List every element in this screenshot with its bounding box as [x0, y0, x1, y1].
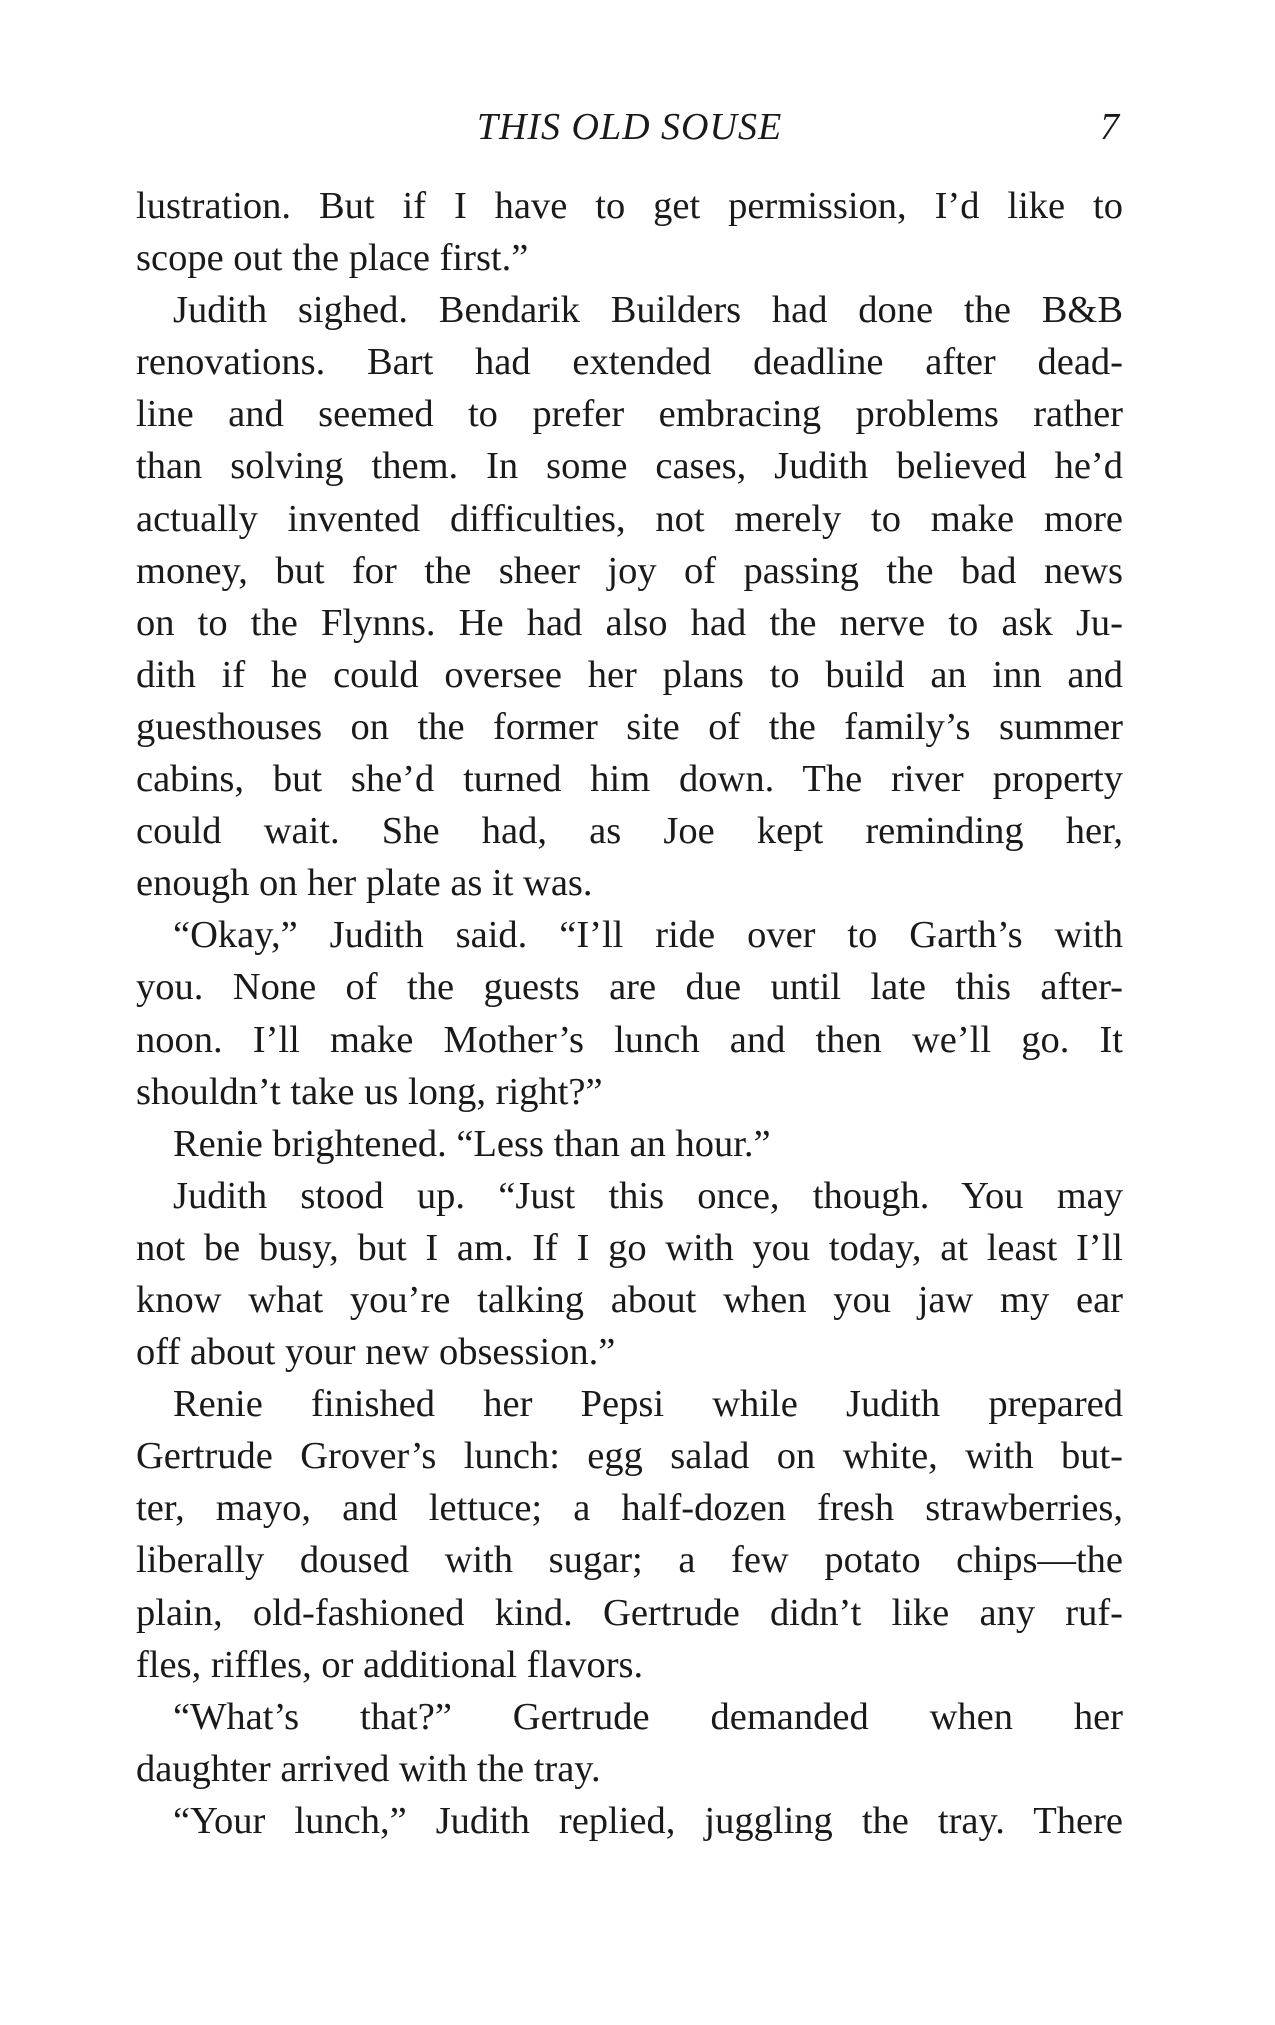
text-line: Renie brightened. “Less than an hour.”	[173, 1122, 771, 1165]
text-line: cabins, but she’d turned him down. The river property	[136, 758, 1123, 801]
text-line: money, but for the sheer joy of passing the bad news	[136, 549, 1123, 592]
text-line: know what you’re talking about when you jaw my ear	[136, 1278, 1123, 1321]
text-line: lustration. But if I have to get permission, I’d like to	[136, 185, 1123, 227]
text-line: enough on her plate as it was.	[136, 862, 593, 905]
text-line: not be busy, but I am. If I go with you today, at least I’ll	[136, 1226, 1123, 1269]
text-line: dith if he could oversee her plans to build an inn and	[136, 653, 1123, 696]
text-line: Judith sighed. Bendarik Builders had done the B&B	[173, 289, 1123, 332]
text-line: plain, old-fashioned kind. Gertrude didn’t like any ruf-	[136, 1591, 1123, 1634]
text-line: off about your new obsession.”	[136, 1331, 616, 1374]
text-line: you. None of the guests are due until late this after-	[136, 966, 1123, 1009]
text-line: liberally doused with sugar; a few potato chips—the	[136, 1539, 1123, 1582]
text-line: “Okay,” Judith said. “I’ll ride over to Garth’s with	[173, 914, 1123, 957]
text-line: shouldn’t take us long, right?”	[136, 1070, 603, 1113]
text-line: line and seemed to prefer embracing problems rather	[136, 393, 1123, 436]
running-head	[136, 102, 1123, 152]
text-line: Gertrude Grover’s lunch: egg salad on white, with but-	[136, 1435, 1123, 1478]
text-line: noon. I’ll make Mother’s lunch and then we’ll go. It	[136, 1018, 1123, 1061]
text-line: than solving them. In some cases, Judith believed he’d	[136, 445, 1123, 488]
page-number: 7	[1100, 106, 1119, 148]
running-title: THIS OLD SOUSE	[476, 106, 783, 148]
text-line: Judith stood up. “Just this once, though. You may	[173, 1174, 1123, 1217]
text-line: on to the Flynns. He had also had the nerve to ask Ju-	[136, 601, 1123, 644]
text-line: fles, riffles, or additional flavors.	[136, 1643, 644, 1686]
text-line: scope out the place first.”	[136, 237, 529, 280]
body-text	[136, 180, 1123, 1847]
text-line: Renie finished her Pepsi while Judith prepared	[173, 1383, 1123, 1426]
text-line: “What’s that?” Gertrude demanded when her	[173, 1695, 1123, 1738]
text-line: could wait. She had, as Joe kept reminding her,	[136, 810, 1123, 853]
text-line: ter, mayo, and lettuce; a half-dozen fresh strawberries,	[136, 1487, 1123, 1530]
text-line: guesthouses on the former site of the family’s summer	[136, 705, 1123, 748]
text-line: “Your lunch,” Judith replied, juggling the tray. There	[173, 1799, 1123, 1842]
text-line: daughter arrived with the tray.	[136, 1747, 601, 1790]
text-line: actually invented difficulties, not merely to make more	[136, 497, 1123, 540]
text-line: renovations. Bart had extended deadline after dead-	[136, 341, 1123, 384]
